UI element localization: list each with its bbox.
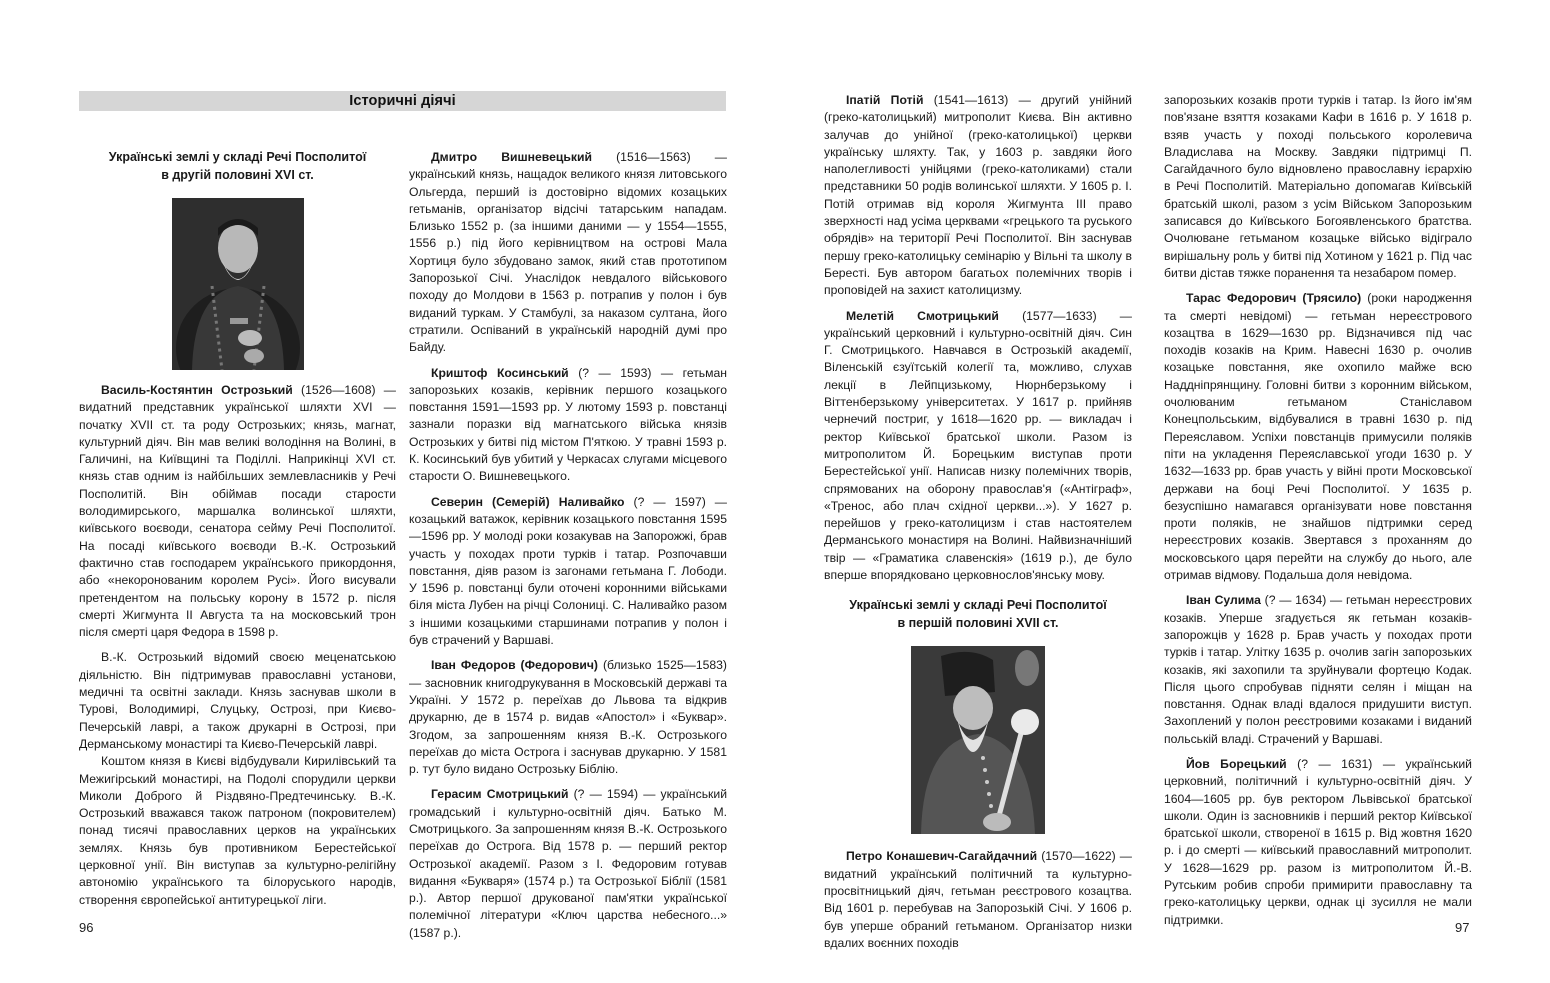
entry-h-smotrytsky xyxy=(409,786,727,942)
entry-kosynsky xyxy=(409,365,727,486)
entry-fedorov xyxy=(409,657,727,778)
entry-sahaidachny-continuation: запорозьких козаків проти турків і татар. Із його ім'ям пов'язане взяття козаками Кафи в 1616 р. У 1618 р. взяв участь у поході польського королевича Владислава на Москву. Завдяки підтримці П. Сагайдачного було відновлено православну ієрархію в Речі Посполитій. Матеріально допомагав Київській братській школі, разом з усім Військом Запорозьким записався до Київського Богоявленського братства. Очолюване гетьманом козацьке військо відіграло вирішальну роль у битві під Хотином у 1621 р. Під час битви дістав тяжке поранення та незабаром помер. xyxy=(1164,93,1472,280)
entry-text: (1516—1563) — український князь, нащадок великого князя литовського Ольгерда, перший із достовірно відомих козацьких гетьманів, організатор відсічі татарським нападам. Близько 1552 р. (за іншими даними — у 1554—1555, 1556 р.) під його керівництвом на острові Мала Хортиця було збудовано замок, який став прототипом Запорозької Січі. Унаслідок невдалого військового походу до Молдови в 1563 р. потрапив у полон і був виданий туркам. У Стамбулі, за наказом султана, його стратили. Оспіваний в українській народній думі про Байду. xyxy=(409,150,727,355)
entry-potii xyxy=(824,92,1132,300)
entry-name: Іпатій Потій xyxy=(846,93,924,107)
portrait-ostrozky xyxy=(172,198,304,370)
entry-sulyma xyxy=(1164,592,1472,748)
entry-name: Мелетій Смотрицький xyxy=(846,308,999,323)
section-title xyxy=(79,148,396,184)
section-title xyxy=(824,596,1132,632)
entry-text: (? — 1594) — український громадський і культурно-освітній діяч. Батько М. Смотрицького. За запрошенням князя В.-К. Острозького переїхав до Острога. Від 1578 р. — перший ректор Острозької академії. Разом з І. Федоровим готував видання «Букваря» (1574 р.) та Острозької Біблії (1581 р.). Автор першої друкованої пам'ятки української полемічної літератури «Ключ царства небесного...» (1587 р.). xyxy=(409,787,727,940)
entry-text: (близько 1525—1583) — засновник книгодрукування в Московській державі та Україні. У 1572 р. переїхав до Львова та відкрив друкарню, де в 1574 р. видав «Апостол» і «Буквар». Згодом, за запрошенням князя В.-К. Острозького переїхав до міста Острога і заснував друкарню. У 1581 р. тут було видано Острозьку Біблію. xyxy=(409,658,727,777)
portrait-sahaidachny-icon xyxy=(911,646,1045,834)
entry-text: (1541—1613) — другий унійний (греко-католицький) митрополит Києва. Він активно залучав до унійної (греко-католицької) церкви українську шляхту. Так, у 1603 р. завдяки його наполегливості унійцями (греко-католиками) стали представники 50 родів волинської шляхти. У 1605 р. І. Потій отримав від короля Жигмунта III право зверхності над усіма церквами «грецького та руського обрядів» на території Речі Посполитої. Він заснував першу греко-католицьку семінарію у Вільні та школу в Бересті. Був автором багатьох полемічних творів і проповідей на захист католицизму. xyxy=(824,93,1132,298)
entry-m-smotrytsky xyxy=(824,308,1132,585)
section-title-line-1: Українські землі у складі Речі Посполитої xyxy=(849,598,1107,613)
section-title-line-2: в другій половині XVI ст. xyxy=(161,168,314,182)
entry-name: Тарас Федорович (Трясило) xyxy=(1186,291,1362,306)
column-left-2 xyxy=(409,149,727,950)
entry-name: Василь-Костянтин Острозький xyxy=(101,383,293,397)
entry-paragraph: В.-К. Острозький відомий своєю меценатською діяльністю. Він підтримував православні установи, медичні та освітні заклади. Князь заснував школи в Турові, Володимирі, Слуцьку, Острозі, при Києво-Печерській лаврі, а також друкарні в Острозі, при Дерманському монастирі та Києво-Печерській лаврі. xyxy=(79,650,396,751)
entry-name: Іван Федоров (Федорович) xyxy=(431,658,598,673)
entry-text: (роки народження та смерті невідомі) — гетьман нереєстрового козацтва в 1629—1630 рр. Відзначився під час походів козаків на Крим. Навесні 1630 р. очолив козацьке повстання, яке охопило майже всю Наддніпрянщину. Головні битви з коронним військом, очолюваним гетьманом Станіславом Конецпольським, відбувалися в травні 1630 р. під Переяславом. Успіхи повстанців примусили поляків піти на укладення Переяславської угоди 1630 р. У 1632—1633 рр. брав участь у війні проти Московської держави на боці Речі Посполитої. У 1635 р. безуспішно намагався організувати нове повстання проти поляків, не знайшов підтримки серед нереєстрових козаків. Звертався з проханням до московського царя перейти на службу до нього, але отримав відмову. Подальша доля невідома. xyxy=(1164,291,1472,583)
page-number: 97 xyxy=(1455,920,1470,935)
entry-boretsky xyxy=(1164,756,1472,929)
portrait-sahaidachny xyxy=(911,646,1045,834)
entry-paragraph: Коштом князя в Києві відбудували Кирилівський та Межигірський монастирі, на Подолі спорудили церкви Миколи Доброго й Різдвяно-Предтечинську. В.-К. Острозький вважався також патроном (покровителем) понад тисячі православних церков на українських землях. Князь був противником Берестейської церковної унії. Він виступав за культурно-релігійну автономію українського та білоруського народів, створення європейської антитурецької ліги. xyxy=(79,754,396,907)
entry-text: (1570—1622) — видатний український політичний та культурно-просвітницький діяч, гетьман реєстрового козацтва. Від 1601 р. перебував на Запорозькій Січі. У 1606 р. був уперше обраний гетьманом. Організатор низки вдалих воєнних походів xyxy=(824,849,1132,950)
entry-nalyvaiko xyxy=(409,494,727,650)
page-number: 96 xyxy=(79,920,94,935)
entry-sahaidachny xyxy=(824,848,1132,952)
entry-vyshnevetsky xyxy=(409,149,727,357)
column-left-1 xyxy=(79,148,396,917)
entry-text: (? — 1597) — козацький ватажок, керівник козацького повстання 1595—1596 рр. У молоді роки козакував на Запорожжі, брав участь у походах проти турків і татар. Розпочавши повстання, діяв разом із загонами гетьмана Г. Лободи. У 1596 р. повстанці були оточені коронними військами біля міста Лубен на річці Солониці. С. Наливайко разом з іншими козацькими старшинами потрапив у полон і був страчений у Варшаві. xyxy=(409,494,727,648)
entry-text: (1526—1608) — видатний представник української шляхти XVI — початку XVII ст. та роду Острозьких; князь, магнат, культурний діяч. Він мав великі володіння на Волині, в Галичині, на Київщині та Поділлі. Наприкінці XVI ст. князь став одним із найбільших землевласників у Речі Посполитій. Він обіймав посади старости володимирського, маршалка волинської шляхти, київського воєводи, сенатора сейму Речі Посполитої. На посаді київського воєводи В.-К. Острозький фактично став господарем українського прикордоння, або «некоронованим королем Русі». Його висували претендентом на польську корону в 1572 р. після смерті Жигмунта II Августа та на московський трон після смерті царя Федора в 1598 р. xyxy=(79,383,396,640)
entry-name: Йов Борецький xyxy=(1186,756,1287,771)
entry-name: Дмитро Вишневецький xyxy=(431,150,592,164)
entry-name: Герасим Смотрицький xyxy=(431,787,569,802)
entry-name: Іван Сулима xyxy=(1186,593,1261,608)
column-right-2 xyxy=(1164,92,1472,937)
section-title-line-2: в першій половині XVII ст. xyxy=(897,616,1059,631)
entry-trjasylo xyxy=(1164,290,1472,584)
entry-name: Криштоф Косинський xyxy=(431,365,569,380)
entry-text: (? — 1593) — гетьман запорозьких козаків, керівник першого козацького повстання 1591—1593 рр. У лютому 1593 р. повстанці зазнали поразки від магнатського війська князів Острозьких у битві під містом П'яткою. У травні 1593 р. К. Косинський був убитий у Черкасах слугами місцевого старости О. Вишневецького. xyxy=(409,365,728,484)
page-header: Історичні діячі xyxy=(79,91,726,111)
column-right-1 xyxy=(824,92,1132,952)
entry-text: (? — 1631) — український церковний, політичний і культурно-освітній діяч. У 1604—1605 рр. був ректором Львівської братської школи. Один із засновників і перший ректор Київської братської школи, створеної в 1615 р. Від жовтня 1620 р. і до смерті — київський православний митрополит. У 1628—1629 рр. разом із митрополитом Й.-В. Рутським робив спроби примирити православну та греко-католицьку церкви, однак ці зусилля не мали підтримки. xyxy=(1164,756,1472,927)
entry-text: (? — 1634) — гетьман нереєстрових козаків. Уперше згадується як гетьман козаків-запорожців у 1628 р. Брав участь у походах проти турків і татар. Улітку 1635 р. очолив загін запорозьких козаків, які захопили та зруйнували фортецю Кодак. Після цього спробував підняти селян і міщан на повстання. Однак владі вдалося придушити виступ. Захоплений у полон реєстровими козаками і виданий польській владі. Страчений у Варшаві. xyxy=(1164,593,1472,746)
page-97 xyxy=(775,0,1550,983)
section-title-line-1: Українські землі у складі Речі Посполитої xyxy=(108,150,367,164)
entry-ostrozky xyxy=(79,382,396,641)
entry-text: (1577—1633) — український церковний і культурно-освітній діяч. Син Г. Смотрицького. Навчався в Острозькій академії, Віленській єзуїтській колегії та, можливо, слухав лекції в Лейпцизькому, Нюрнберзькому і Віттенберзькому університетах. У 1617 р. прийняв чернечий постриг, у 1618—1620 рр. — викладач і ректор Київської братської школи. Разом із митрополитом Й. Борецьким виступав проти Берестейської унії. Написав низку полемічних творів, спрямованих на оборону православ'я («Антіграф», «Тренос, або плач східної церкви...»). У 1627 р. перейшов у греко-католицизм і став настоятелем Дерманського монастиря на Волині. Найвизначніший твір — «Граматика славенскія» (1619 р.), де було вперше впорядковано церковнослов'янську мову. xyxy=(824,308,1132,583)
entry-name: Северин (Семерій) Наливайко xyxy=(431,494,625,509)
portrait-ostrozky-icon xyxy=(172,198,304,370)
entry-name: Петро Конашевич-Сагайдачний xyxy=(846,849,1038,864)
